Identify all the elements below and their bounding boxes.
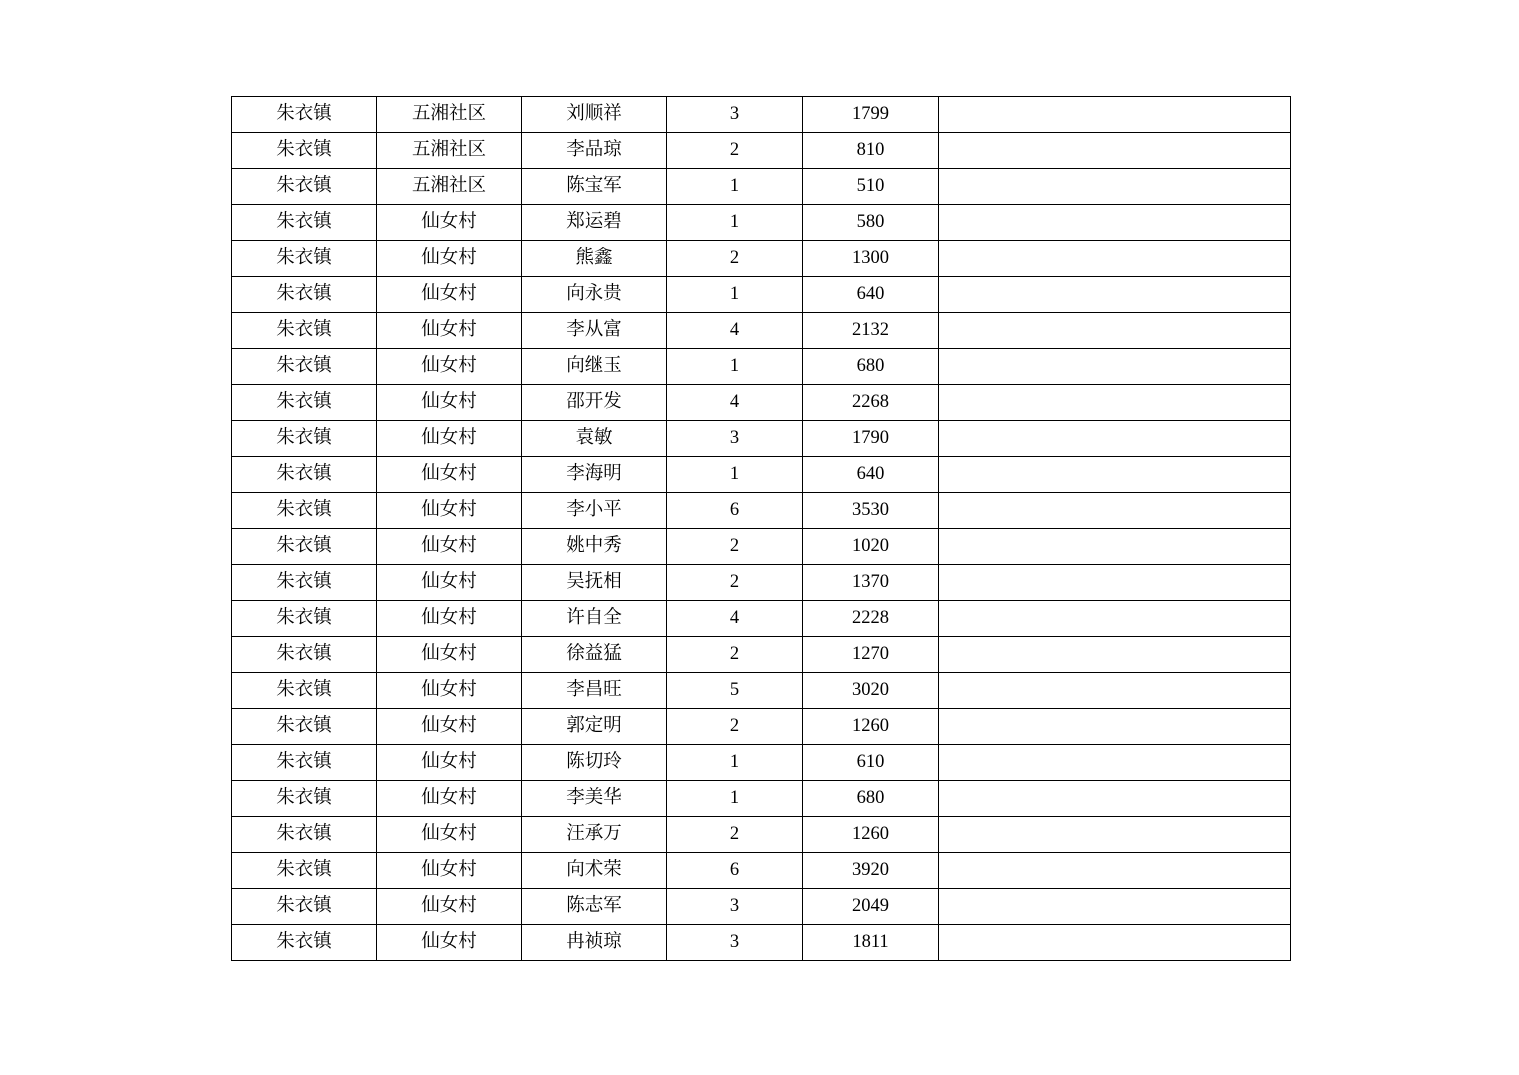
cell-amount: 1300 (803, 241, 939, 277)
cell-name: 李从富 (522, 313, 667, 349)
cell-town: 朱衣镇 (232, 853, 377, 889)
cell-note (939, 565, 1291, 601)
cell-village: 仙女村 (377, 277, 522, 313)
cell-town: 朱衣镇 (232, 277, 377, 313)
cell-village: 仙女村 (377, 205, 522, 241)
cell-amount: 510 (803, 169, 939, 205)
cell-count: 1 (667, 277, 803, 313)
cell-town: 朱衣镇 (232, 889, 377, 925)
cell-town: 朱衣镇 (232, 133, 377, 169)
cell-amount: 2228 (803, 601, 939, 637)
cell-amount: 810 (803, 133, 939, 169)
table-row (232, 745, 1291, 781)
cell-amount: 3020 (803, 673, 939, 709)
cell-note (939, 421, 1291, 457)
cell-village: 仙女村 (377, 241, 522, 277)
cell-name: 邵开发 (522, 385, 667, 421)
cell-town: 朱衣镇 (232, 97, 377, 133)
table-container (231, 96, 1290, 961)
cell-note (939, 493, 1291, 529)
cell-town: 朱衣镇 (232, 781, 377, 817)
cell-count: 1 (667, 169, 803, 205)
cell-village: 仙女村 (377, 889, 522, 925)
cell-village: 仙女村 (377, 925, 522, 961)
cell-note (939, 817, 1291, 853)
cell-note (939, 925, 1291, 961)
table-row (232, 457, 1291, 493)
cell-amount: 2268 (803, 385, 939, 421)
cell-town: 朱衣镇 (232, 673, 377, 709)
cell-town: 朱衣镇 (232, 745, 377, 781)
cell-amount: 610 (803, 745, 939, 781)
cell-name: 李美华 (522, 781, 667, 817)
cell-village: 仙女村 (377, 673, 522, 709)
cell-count: 2 (667, 817, 803, 853)
cell-village: 仙女村 (377, 709, 522, 745)
table-row (232, 241, 1291, 277)
cell-village: 五湘社区 (377, 97, 522, 133)
table-row (232, 529, 1291, 565)
cell-note (939, 97, 1291, 133)
cell-town: 朱衣镇 (232, 565, 377, 601)
cell-town: 朱衣镇 (232, 313, 377, 349)
cell-village: 仙女村 (377, 745, 522, 781)
cell-amount: 2132 (803, 313, 939, 349)
table-row (232, 385, 1291, 421)
cell-amount: 1260 (803, 817, 939, 853)
cell-name: 刘顺祥 (522, 97, 667, 133)
cell-note (939, 529, 1291, 565)
table-row (232, 313, 1291, 349)
table-body (232, 97, 1291, 961)
cell-village: 仙女村 (377, 457, 522, 493)
cell-village: 仙女村 (377, 565, 522, 601)
cell-town: 朱衣镇 (232, 817, 377, 853)
cell-note (939, 601, 1291, 637)
cell-count: 4 (667, 601, 803, 637)
cell-town: 朱衣镇 (232, 421, 377, 457)
cell-count: 3 (667, 925, 803, 961)
cell-name: 李海明 (522, 457, 667, 493)
cell-village: 仙女村 (377, 637, 522, 673)
cell-count: 3 (667, 97, 803, 133)
cell-name: 李品琼 (522, 133, 667, 169)
cell-name: 冉祯琼 (522, 925, 667, 961)
cell-note (939, 745, 1291, 781)
cell-note (939, 673, 1291, 709)
cell-amount: 1260 (803, 709, 939, 745)
cell-amount: 3530 (803, 493, 939, 529)
cell-town: 朱衣镇 (232, 385, 377, 421)
cell-note (939, 385, 1291, 421)
cell-note (939, 457, 1291, 493)
cell-count: 5 (667, 673, 803, 709)
cell-note (939, 277, 1291, 313)
cell-name: 姚中秀 (522, 529, 667, 565)
cell-town: 朱衣镇 (232, 493, 377, 529)
cell-name: 陈切玲 (522, 745, 667, 781)
cell-note (939, 853, 1291, 889)
table-row (232, 601, 1291, 637)
cell-town: 朱衣镇 (232, 205, 377, 241)
table-row (232, 565, 1291, 601)
cell-town: 朱衣镇 (232, 169, 377, 205)
cell-town: 朱衣镇 (232, 349, 377, 385)
cell-count: 6 (667, 853, 803, 889)
cell-note (939, 205, 1291, 241)
cell-town: 朱衣镇 (232, 601, 377, 637)
table-row (232, 493, 1291, 529)
cell-town: 朱衣镇 (232, 457, 377, 493)
cell-note (939, 169, 1291, 205)
cell-note (939, 313, 1291, 349)
table-row (232, 853, 1291, 889)
cell-count: 4 (667, 313, 803, 349)
cell-name: 李昌旺 (522, 673, 667, 709)
cell-village: 仙女村 (377, 817, 522, 853)
cell-amount: 1799 (803, 97, 939, 133)
cell-amount: 1790 (803, 421, 939, 457)
table-row (232, 97, 1291, 133)
cell-name: 许自全 (522, 601, 667, 637)
cell-count: 2 (667, 133, 803, 169)
cell-village: 仙女村 (377, 385, 522, 421)
cell-count: 2 (667, 529, 803, 565)
cell-village: 仙女村 (377, 853, 522, 889)
cell-name: 汪承万 (522, 817, 667, 853)
cell-amount: 680 (803, 349, 939, 385)
cell-village: 仙女村 (377, 529, 522, 565)
cell-village: 仙女村 (377, 421, 522, 457)
cell-count: 1 (667, 781, 803, 817)
cell-town: 朱衣镇 (232, 637, 377, 673)
cell-note (939, 709, 1291, 745)
table-row (232, 205, 1291, 241)
cell-village: 五湘社区 (377, 133, 522, 169)
cell-village: 仙女村 (377, 601, 522, 637)
cell-name: 向继玉 (522, 349, 667, 385)
table-row (232, 925, 1291, 961)
cell-count: 2 (667, 709, 803, 745)
cell-town: 朱衣镇 (232, 709, 377, 745)
cell-note (939, 241, 1291, 277)
cell-town: 朱衣镇 (232, 925, 377, 961)
table-row (232, 889, 1291, 925)
cell-name: 郑运碧 (522, 205, 667, 241)
cell-name: 徐益猛 (522, 637, 667, 673)
cell-amount: 1020 (803, 529, 939, 565)
cell-count: 1 (667, 349, 803, 385)
cell-name: 熊鑫 (522, 241, 667, 277)
cell-count: 1 (667, 205, 803, 241)
cell-note (939, 349, 1291, 385)
subsidy-table (231, 96, 1291, 961)
table-row (232, 421, 1291, 457)
cell-amount: 680 (803, 781, 939, 817)
cell-count: 2 (667, 565, 803, 601)
cell-name: 郭定明 (522, 709, 667, 745)
cell-name: 陈志军 (522, 889, 667, 925)
cell-amount: 640 (803, 457, 939, 493)
cell-amount: 2049 (803, 889, 939, 925)
cell-amount: 1270 (803, 637, 939, 673)
cell-amount: 1370 (803, 565, 939, 601)
cell-village: 仙女村 (377, 781, 522, 817)
table-row (232, 349, 1291, 385)
table-row (232, 169, 1291, 205)
cell-count: 3 (667, 421, 803, 457)
table-row (232, 133, 1291, 169)
cell-name: 向术荣 (522, 853, 667, 889)
cell-name: 吴抚相 (522, 565, 667, 601)
table-row (232, 709, 1291, 745)
cell-town: 朱衣镇 (232, 241, 377, 277)
table-row (232, 781, 1291, 817)
cell-name: 袁敏 (522, 421, 667, 457)
cell-name: 李小平 (522, 493, 667, 529)
cell-amount: 580 (803, 205, 939, 241)
cell-note (939, 889, 1291, 925)
cell-amount: 640 (803, 277, 939, 313)
cell-name: 陈宝军 (522, 169, 667, 205)
cell-village: 仙女村 (377, 313, 522, 349)
cell-village: 仙女村 (377, 349, 522, 385)
cell-town: 朱衣镇 (232, 529, 377, 565)
cell-note (939, 637, 1291, 673)
cell-village: 五湘社区 (377, 169, 522, 205)
cell-count: 1 (667, 457, 803, 493)
cell-note (939, 781, 1291, 817)
cell-name: 向永贵 (522, 277, 667, 313)
cell-count: 1 (667, 745, 803, 781)
cell-count: 2 (667, 241, 803, 277)
cell-note (939, 133, 1291, 169)
cell-count: 4 (667, 385, 803, 421)
cell-count: 2 (667, 637, 803, 673)
table-row (232, 817, 1291, 853)
table-row (232, 637, 1291, 673)
cell-amount: 1811 (803, 925, 939, 961)
table-row (232, 277, 1291, 313)
table-row (232, 673, 1291, 709)
cell-count: 6 (667, 493, 803, 529)
cell-count: 3 (667, 889, 803, 925)
cell-amount: 3920 (803, 853, 939, 889)
cell-village: 仙女村 (377, 493, 522, 529)
